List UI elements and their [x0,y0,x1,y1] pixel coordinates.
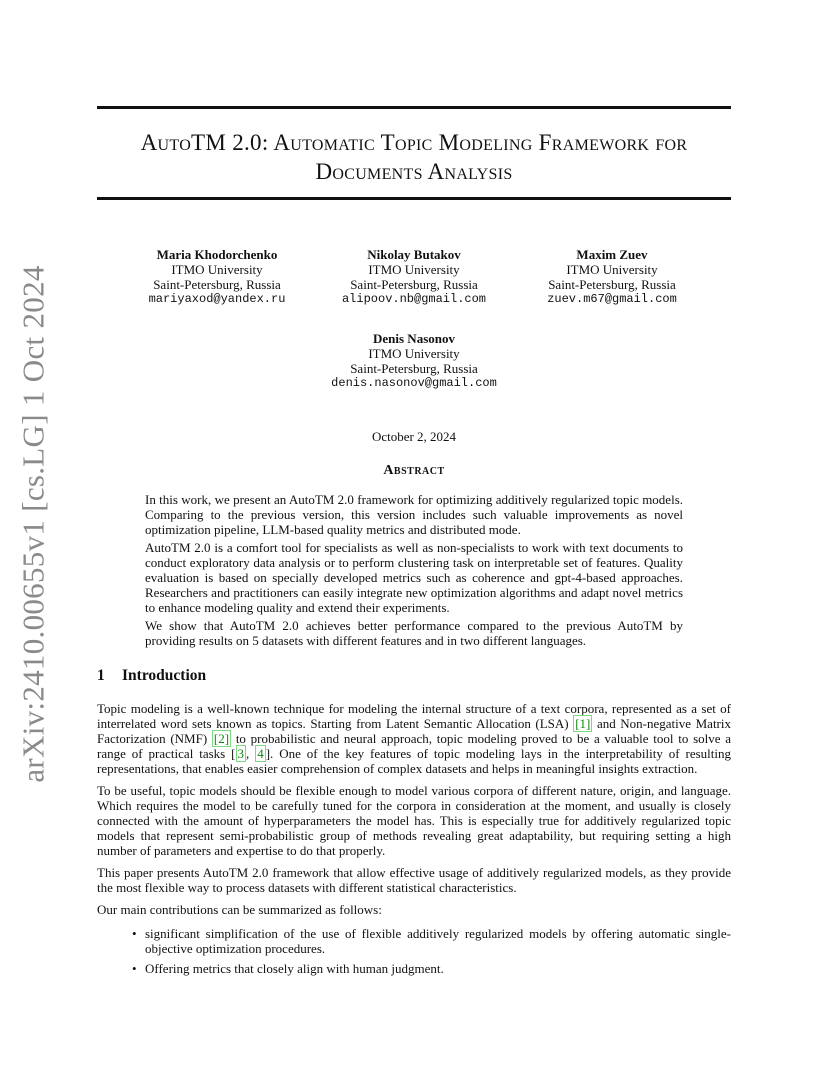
abstract-heading: Abstract [383,463,445,478]
abstract-body [145,492,683,651]
list-item-text: Offering metrics that closely align with human judgment. [145,961,444,976]
author-name: Maxim Zuev [576,247,648,262]
section-number: 1 [97,667,105,684]
citation-link[interactable]: [1] [575,716,591,731]
text-run: , [246,746,256,761]
citation-link[interactable]: [2] [213,731,230,746]
intro-paragraph [97,701,731,776]
author-email[interactable]: denis.nasonov@gmail.com [331,376,497,390]
contributions-list [97,926,731,976]
list-item [132,926,731,956]
arxiv-watermark [12,265,56,783]
intro-paragraph: To be useful, topic models should be flexible enough to model various corpora of different nature, origin, and language. Which requires the model to be carefully tuned for the corpora in consideration at the moment, and usually is closely connected with the amount of hyperparameters the model has. This is especially true for additively regularized topic models that represent semi-probabilistic group of methods revealing great adaptability, but requiring setting a high number of parameters and expertise to do that properly. [97,783,731,858]
author-name: Nikolay Butakov [367,247,461,262]
author-email[interactable]: alipoov.nb@gmail.com [341,292,487,306]
author-email[interactable]: zuev.m67@gmail.com [547,292,677,306]
citation-link[interactable]: 4 [257,746,264,761]
citation-link[interactable]: 3 [237,746,244,761]
author-location: Saint-Petersburg, Russia [153,277,281,292]
arxiv-identifier: arXiv:2410.00655v1 [cs.LG] 1 Oct 2024 [16,265,52,783]
title-line-1: AutoTM 2.0: Automatic Topic Modeling Framework for [140,130,688,155]
author-card [304,247,524,307]
author-affiliation: ITMO University [368,262,460,277]
author-card [502,247,722,307]
abstract-paragraph: In this work, we present an AutoTM 2.0 framework for optimizing additively regularized topic models. Comparing to the previous version, this version includes such valuable improvements as novel optimization pipeline, LLM-based quality metrics and distributed mode. [145,492,683,537]
text-run: ]. One of the key features of topic modeling lays in the interpretability of resulting representations, that enables easier comprehension of complex datasets and helps in meaningful insights extraction. [97,746,732,776]
list-item-text: significant simplification of the use of flexible additively regularized models by offering automatic single-objective optimization procedures. [145,926,731,956]
author-location: Saint-Petersburg, Russia [548,277,676,292]
title-line-2: Documents Analysis [315,159,513,184]
author-name: Denis Nasonov [373,331,455,346]
intro-paragraph: This paper presents AutoTM 2.0 framework that allow effective usage of additively regularized models, as they provide the most flexible way to process datasets with different statistical characteristics. [97,865,731,895]
text-run: to probabilistic and neural approach, topic modeling proved to be a valuable tool to solve a range of practical tasks [ [97,731,732,761]
section-title: Introduction [122,667,207,684]
text-run: Topic modeling is a well-known technique for modeling the internal structure of a text corpora, represented as a set of interrelated word sets known as topics. Starting from Latent Semantic Allocation (LSA) [97,701,731,731]
author-affiliation: ITMO University [566,262,658,277]
bullet-icon: • [132,926,137,941]
abstract-paragraph: AutoTM 2.0 is a comfort tool for specialists as well as non-specialists to work with text documents to conduct exploratory data analysis or to perform clustering task on interpretable set of features. Quality evaluation is based on specially developed metrics such as coherence and gpt-4-based approaches. Researchers and practitioners can easily integrate new optimization algorithms and adapt novel metrics to enhance modeling quality and extend their experiments. [145,540,683,615]
introduction-body [97,701,731,981]
author-affiliation: ITMO University [171,262,263,277]
abstract-paragraph: We show that AutoTM 2.0 achieves better performance compared to the previous AutoTM by providing results on 5 datasets with different features and in two different languages. [145,618,683,648]
author-affiliation: ITMO University [368,346,460,361]
author-card [107,247,327,307]
author-card [304,331,524,391]
author-location: Saint-Petersburg, Russia [350,277,478,292]
text-run: and Non-negative Matrix Factorization (NMF) [97,716,731,746]
author-email[interactable]: mariyaxod@yandex.ru [148,292,286,306]
bullet-icon: • [132,961,137,976]
title-top-rule [97,106,731,109]
title-bottom-rule [97,197,731,200]
section-heading [97,667,206,685]
intro-paragraph: Our main contributions can be summarized as follows: [97,902,382,917]
author-name: Maria Khodorchenko [156,247,278,262]
publication-date: October 2, 2024 [371,429,457,444]
list-item [132,961,731,976]
author-location: Saint-Petersburg, Russia [350,361,478,376]
paper-title [97,128,731,186]
